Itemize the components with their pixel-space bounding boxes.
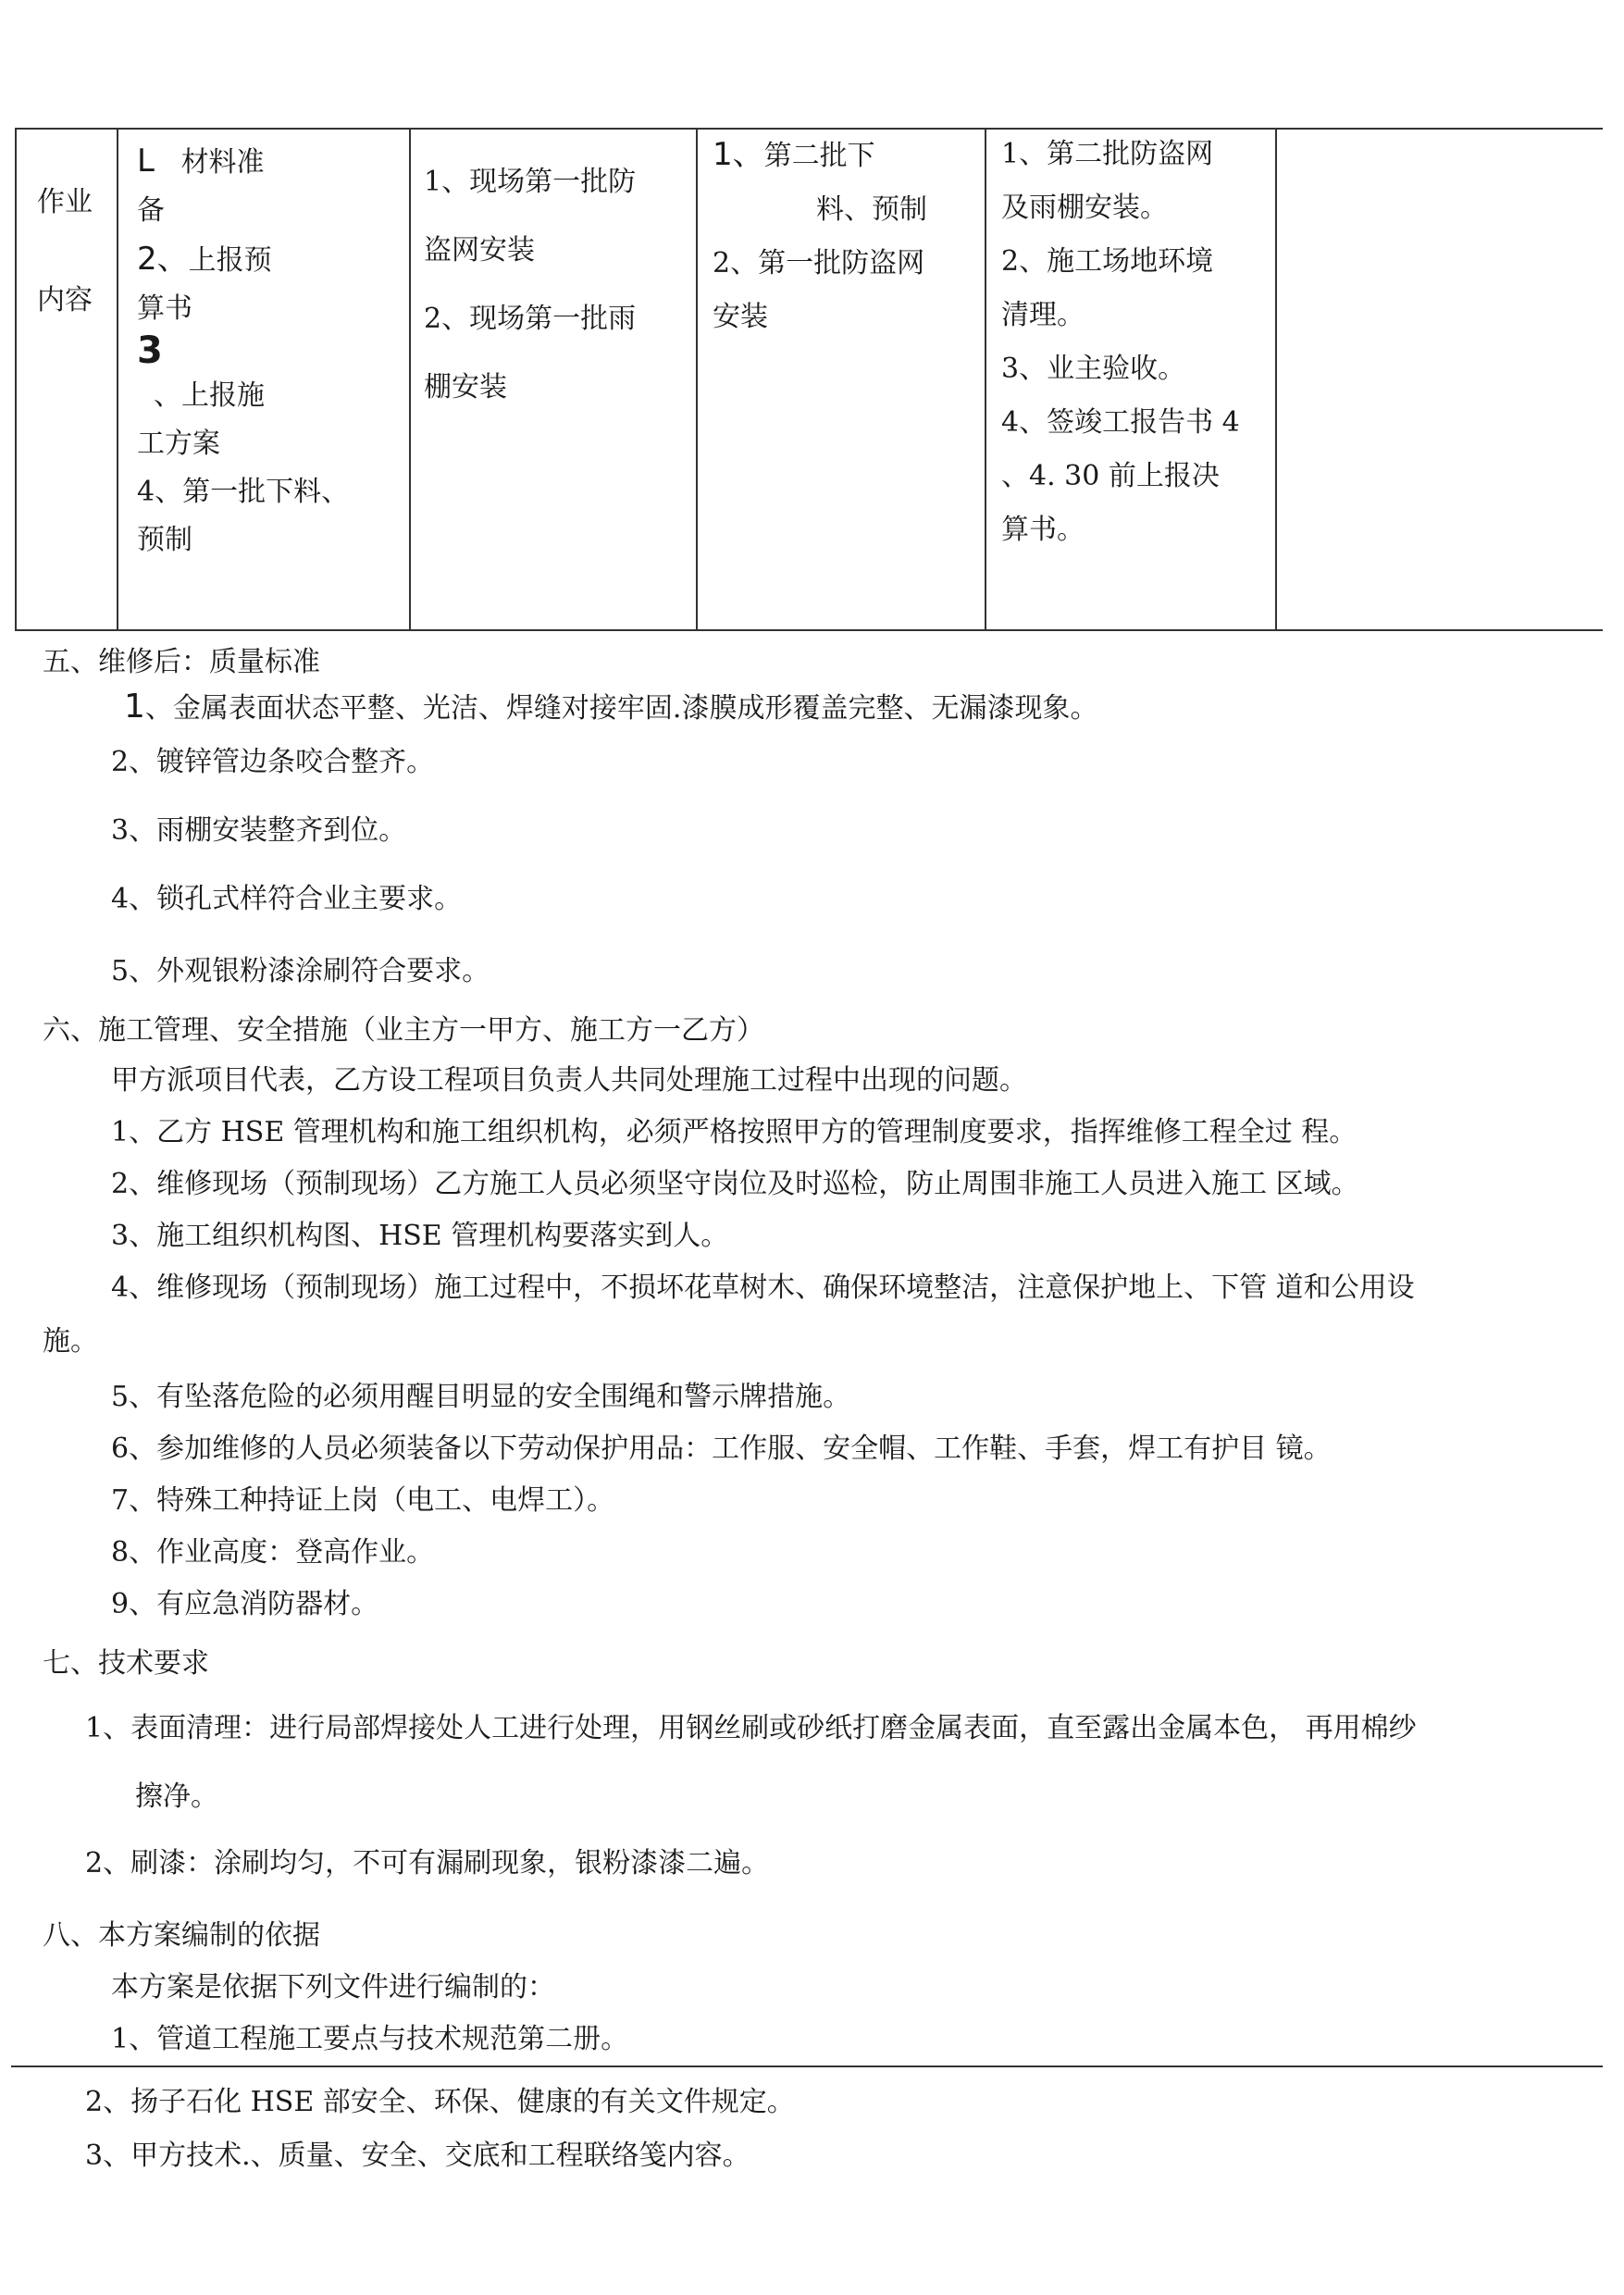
list-item: 3、雨棚安装整齐到位。 (111, 814, 407, 847)
list-item-text: 、金属表面状态平整、光洁、焊缝对接牢固.漆膜成形覆盖完整、无漏漆现象。 (144, 692, 1098, 725)
list-item: 1、表面清理：进行局部焊接处人工进行处理，用钢丝刷或砂纸打磨金属表面，直至露出金属本色， 再用棉纱 (85, 1712, 1417, 1744)
section-heading: 七、技术要求 (43, 1647, 209, 1680)
list-marker: 1 (124, 688, 145, 726)
table-divider-5 (1275, 128, 1277, 631)
horizontal-rule (11, 2066, 1603, 2067)
cell-line: 算书。 (1001, 514, 1085, 546)
cell-line: 工方案 (137, 428, 220, 460)
row-label-bottom: 内容 (37, 284, 93, 316)
cell-line: 及雨棚安装。 (1001, 192, 1168, 224)
cell-text: 上报施 (181, 379, 265, 412)
list-item: 6、参加维修的人员必须装备以下劳动保护用品：工作服、安全帽、工作鞋、手套，焊工有护目 镜。 (111, 1433, 1332, 1465)
table-border-left (15, 128, 17, 631)
cell-line: 1、第二批防盗网 (1001, 138, 1214, 170)
cell-line (137, 372, 349, 420)
list-item: 2、镀锌管边条咬合整齐。 (111, 746, 435, 778)
list-item: 3、甲方技术.、质量、安全、交底和工程联络笺内容。 (85, 2140, 750, 2172)
list-marker: L (137, 143, 155, 180)
table-bottom-border (15, 629, 1603, 631)
paragraph: 本方案是依据下列文件进行编制的： (111, 1971, 555, 2003)
section-heading: 八、本方案编制的依据 (43, 1919, 320, 1952)
cell-line: 盗网安装 (424, 234, 535, 267)
cell-text: 材料准 (180, 146, 265, 179)
cell-line: 3、业主验收。 (1001, 353, 1186, 385)
cell-line (137, 235, 349, 285)
list-item: 3、施工组织机构图、HSE 管理机构要落实到人。 (111, 1220, 729, 1252)
paragraph: 甲方派项目代表，乙方设工程项目负责人共同处理施工过程中出现的问题。 (111, 1064, 1027, 1097)
list-item-continued: 施。 (43, 1325, 98, 1358)
list-item: 1、乙方 HSE 管理机构和施工组织机构，必须严格按照甲方的管理制度要求，指挥维修工程全过 程。 (111, 1116, 1357, 1148)
cell-text: 上报预 (188, 244, 272, 277)
cell-line: 4、第一批下料、 (137, 476, 350, 508)
list-item: 2、刷漆：涂刷均匀，不可有漏刷现象，银粉漆漆二遍。 (85, 1847, 770, 1879)
cell-line: 2、施工场地环境 (1001, 245, 1214, 278)
cell-line: 棚安装 (424, 371, 507, 403)
list-item: 5、外观银粉漆涂刷符合要求。 (111, 955, 490, 987)
list-item: 4、锁孔式样符合业主要求。 (111, 883, 463, 915)
list-marker: 2、 (137, 241, 189, 278)
section-heading: 六、施工管理、安全措施（业主方一甲方、施工方一乙方） (43, 1014, 764, 1047)
cell-line: 2、现场第一批雨 (424, 303, 637, 335)
cell-line: 预制 (137, 524, 192, 556)
table-divider-3 (696, 128, 698, 631)
list-item: 2、维修现场（预制现场）乙方施工人员必须坚守岗位及时巡检，防止周围非施工人员进入施工 区域。 (111, 1168, 1359, 1200)
cell-line (137, 329, 349, 372)
cell-line: 备 (137, 194, 165, 227)
list-item: 4、维修现场（预制现场）施工过程中，不损坏花草树木、确保环境整洁，注意保护地上、下管 道和公用设 (111, 1272, 1415, 1304)
list-item: 7、特殊工种持证上岗（电工、电焊工）。 (111, 1484, 615, 1517)
cell-line (137, 137, 349, 187)
list-item (124, 685, 1097, 726)
cell-line: 清理。 (1001, 299, 1085, 331)
list-item: 1、管道工程施工要点与技术规范第二册。 (111, 2023, 629, 2055)
cell-text: 第二批下 (763, 140, 875, 172)
table-divider-1 (117, 128, 118, 631)
list-marker: 3 (137, 329, 163, 372)
cell-line: 1、现场第一批防 (424, 166, 637, 198)
work-content-table (15, 128, 1603, 631)
table-cell-batch2 (713, 128, 927, 344)
table-cell-batch1 (424, 148, 636, 422)
table-divider-4 (985, 128, 986, 631)
list-item-continued: 擦净。 (135, 1780, 218, 1813)
list-item: 9、有应急消防器材。 (111, 1588, 379, 1620)
table-cell-prep (137, 137, 349, 564)
list-item: 2、扬子石化 HSE 部安全、环保、健康的有关文件规定。 (85, 2086, 795, 2118)
list-item: 8、作业高度：登高作业。 (111, 1536, 435, 1569)
list-marker: 1、 (713, 136, 764, 173)
cell-text: 、 (154, 379, 181, 412)
section-heading: 五、维修后：质量标准 (43, 646, 320, 678)
cell-line: 料、预制 (816, 193, 927, 226)
cell-line (713, 128, 927, 183)
cell-line: 安装 (713, 301, 768, 333)
list-item: 5、有坠落危险的必须用醒目明显的安全围绳和警示牌措施。 (111, 1381, 851, 1413)
cell-line: 、4. 30 前上报决 (1001, 460, 1220, 492)
cell-line: 2、第一批防盗网 (713, 247, 925, 279)
table-divider-2 (409, 128, 411, 631)
row-label-top: 作业 (37, 186, 93, 218)
cell-line: 算书 (137, 292, 192, 325)
table-cell-finish (1001, 128, 1240, 557)
cell-line: 4、签竣工报告书 4 (1001, 406, 1240, 439)
